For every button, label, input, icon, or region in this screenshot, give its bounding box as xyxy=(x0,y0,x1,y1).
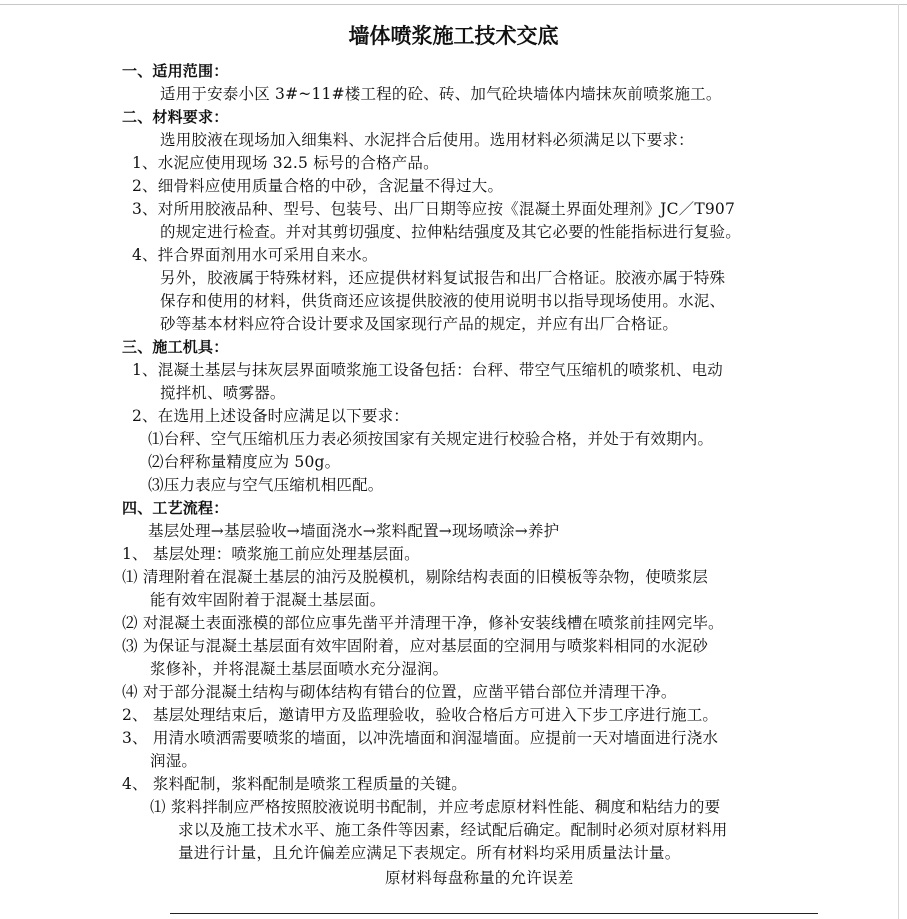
table-top-border xyxy=(170,913,818,914)
list-item: 2、细骨料应使用质量合格的中砂，含泥量不得过大。 xyxy=(132,177,504,195)
sub-list-item: ⑷ 对于部分混凝土结构与砌体结构有错台的位置，应凿平错台部位并清理干净。 xyxy=(122,683,677,701)
page-top-border xyxy=(0,4,907,5)
sub-list-item: ⑴ 浆料拌制应严格按照胶液说明书配制，并应考虑原材料性能、稠度和粘结力的要 xyxy=(150,798,721,816)
text-line: 量进行计量，且允许偏差应满足下表规定。所有材料均采用质量法计量。 xyxy=(178,844,681,862)
list-item: 1、 基层处理：喷浆施工前应处理基层面。 xyxy=(122,545,420,563)
text-line: 砂等基本材料应符合设计要求及国家现行产品的规定，并应有出厂合格证。 xyxy=(160,315,679,333)
text-line: 浆修补，并将混凝土基层面喷水充分湿润。 xyxy=(150,660,449,678)
section-heading-tools: 三、施工机具： xyxy=(122,338,229,356)
list-item: 4、拌合界面剂用水可采用自来水。 xyxy=(132,246,378,264)
sub-list-item: ⑵台秤称量精度应为 50g。 xyxy=(148,453,341,471)
sub-list-item: ⑶压力表应与空气压缩机相匹配。 xyxy=(148,476,384,494)
list-item: 3、对所用胶液品种、型号、包装号、出厂日期等应按《混凝土界面处理剂》JC／T907 xyxy=(132,200,736,218)
text-line: 的规定进行检查。并对其剪切强度、拉伸粘结强度及其它必要的性能指标进行复验。 xyxy=(160,223,741,241)
text-line: 润湿。 xyxy=(150,752,198,770)
list-item: 2、 基层处理结束后，邀请甲方及监理验收，验收合格后方可进入下步工序进行施工。 xyxy=(122,706,719,724)
section-heading-materials: 二、材料要求： xyxy=(122,108,229,126)
sub-list-item: ⑶ 为保证与混凝土基层面有效牢固附着，应对基层面的空洞用与喷浆料相同的水泥砂 xyxy=(122,637,709,655)
text-line: 适用于安泰小区 3#~11#楼工程的砼、砖、加气砼块墙体内墙抹灰前喷浆施工。 xyxy=(160,85,722,103)
process-flow: 基层处理→基层验收→墙面浇水→浆料配置→现场喷涂→养护 xyxy=(148,522,560,540)
section-heading-process: 四、工艺流程： xyxy=(122,499,229,517)
table-caption: 原材料每盘称量的允许误差 xyxy=(385,869,574,887)
sub-list-item: ⑵ 对混凝土表面涨模的部位应事先凿平并清理干净，修补安装线槽在喷浆前挂网完毕。 xyxy=(122,614,724,632)
section-heading-scope: 一、适用范围： xyxy=(122,62,229,80)
document-title: 墙体喷浆施工技术交底 xyxy=(348,23,559,48)
list-item: 1、水泥应使用现场 32.5 标号的合格产品。 xyxy=(132,154,439,172)
page-right-border xyxy=(898,4,899,919)
list-item: 4、 浆料配制，浆料配制是喷浆工程质量的关键。 xyxy=(122,775,467,793)
text-line: 能有效牢固附着于混凝土基层面。 xyxy=(150,591,386,609)
list-item: 1、混凝土基层与抹灰层界面喷浆施工设备包括：台秤、带空气压缩机的喷浆机、电动 xyxy=(132,361,723,379)
list-item: 2、在选用上述设备时应满足以下要求： xyxy=(132,407,409,425)
sub-list-item: ⑴台秤、空气压缩机压力表必须按国家有关规定进行校验合格，并处于有效期内。 xyxy=(148,430,714,448)
text-line: 求以及施工技术水平、施工条件等因素，经试配后确定。配制时必须对原材料用 xyxy=(178,821,728,839)
list-item: 3、 用清水喷洒需要喷浆的墙面，以冲洗墙面和润湿墙面。应提前一天对墙面进行浇水 xyxy=(122,729,719,747)
text-line: 另外，胶液属于特殊材料，还应提供材料复试报告和出厂合格证。胶液亦属于特殊 xyxy=(160,269,726,287)
text-line: 搅拌机、喷雾器。 xyxy=(160,384,286,402)
sub-list-item: ⑴ 清理附着在混凝土基层的油污及脱模机，剔除结构表面的旧模板等杂物，使喷浆层 xyxy=(122,568,709,586)
text-line: 选用胶液在现场加入细集料、水泥拌合后使用。选用材料必须满足以下要求： xyxy=(160,131,694,149)
text-line: 保存和使用的材料，供货商还应该提供胶液的使用说明书以指导现场使用。水泥、 xyxy=(160,292,726,310)
